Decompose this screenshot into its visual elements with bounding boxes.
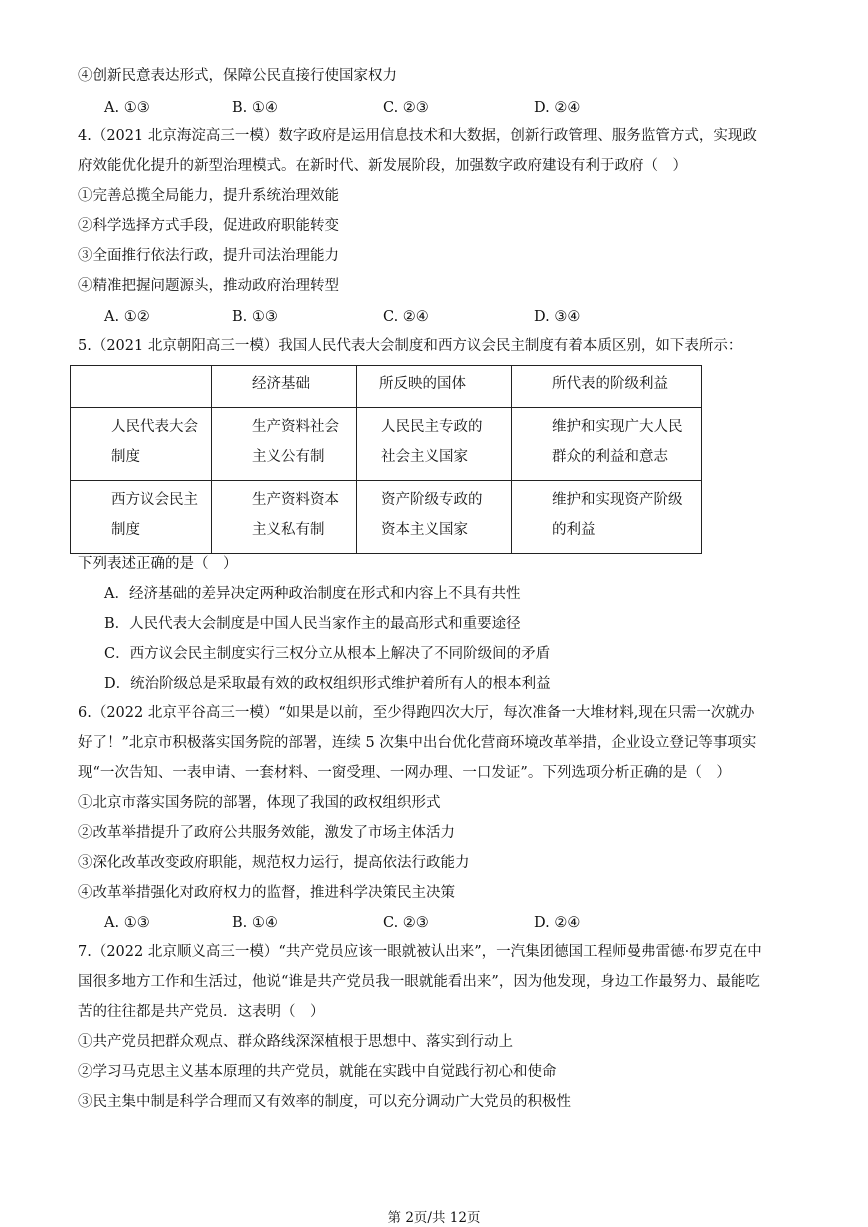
- table-header-cell: 所代表的阶级利益: [512, 366, 702, 408]
- q6-option-c: C. ②③: [383, 915, 429, 931]
- q5-option-c: C．西方议会民主制度实行三权分立从根本上解决了不同阶级间的矛盾: [104, 646, 551, 662]
- q4-item-1: ①完善总揽全局能力，提升系统治理效能: [78, 188, 339, 204]
- table-header-row: [71, 366, 702, 408]
- q3-option-b: B. ①④: [232, 100, 278, 116]
- table-cell: 生产资料资本 主义私有制: [212, 481, 357, 554]
- page-number-footer: 第 2页/共 12页: [387, 1210, 481, 1226]
- q6-option-a: A. ①③: [104, 915, 150, 931]
- q6-stem-line-1: 6.（2022 北京平谷高三一模）“如果是以前，至少得跑四次大厅，每次准备一大堆材料,现在只需一次就办: [78, 705, 755, 721]
- q4-item-2: ②科学选择方式手段，促进政府职能转变: [78, 218, 339, 234]
- q6-stem-line-2: 好了！”北京市积极落实国务院的部署，连续 5 次集中出台优化营商环境改革举措，企业设立登记等事项实: [78, 735, 757, 751]
- q6-item-4: ④改革举措强化对政府权力的监督，推进科学决策民主决策: [78, 885, 455, 901]
- table-row: [71, 408, 702, 481]
- comparison-table: [70, 365, 702, 554]
- table-header-cell: [71, 366, 212, 408]
- table-cell: 维护和实现广大人民 群众的利益和意志: [512, 408, 702, 481]
- q6-item-1: ①北京市落实国务院的部署，体现了我国的政权组织形式: [78, 795, 441, 811]
- q3-item-4: ④创新民意表达形式，保障公民直接行使国家权力: [78, 68, 397, 84]
- q3-option-a: A. ①③: [104, 100, 150, 116]
- q4-option-b: B. ①③: [232, 309, 278, 325]
- table-cell: 人民代表大会 制度: [71, 408, 212, 481]
- q7-item-1: ①共产党员把群众观点、群众路线深深植根于思想中、落实到行动上: [78, 1034, 513, 1050]
- q6-option-b: B. ①④: [232, 915, 278, 931]
- q4-stem-line-2: 府效能优化提升的新型治理模式。在新时代、新发展阶段，加强数字政府建设有利于政府（ ）: [78, 158, 687, 174]
- q5-question: 下列表述正确的是（ ）: [78, 556, 238, 572]
- q3-option-d: D. ②④: [534, 100, 581, 116]
- q7-stem-line-3: 苦的往往都是共产党员．这表明（ ）: [78, 1004, 325, 1020]
- q4-item-3: ③全面推行依法行政，提升司法治理能力: [78, 248, 339, 264]
- q7-item-2: ②学习马克思主义基本原理的共产党员，就能在实践中自觉践行初心和使命: [78, 1064, 557, 1080]
- table-cell: 维护和实现资产阶级 的利益: [512, 481, 702, 554]
- q4-option-a: A. ①②: [104, 309, 150, 325]
- q5-option-d: D．统治阶级总是采取最有效的政权组织形式维护着所有人的根本利益: [104, 676, 551, 692]
- table-cell: 西方议会民主 制度: [71, 481, 212, 554]
- q7-stem-line-2: 国很多地方工作和生活过，他说“谁是共产党员我一眼就能看出来”，因为他发现，身边工作最努力、最能吃: [78, 974, 760, 990]
- table-cell: 人民民主专政的 社会主义国家: [357, 408, 512, 481]
- table-header-cell: 所反映的国体: [357, 366, 512, 408]
- q6-option-d: D. ②④: [534, 915, 581, 931]
- q3-option-c: C. ②③: [383, 100, 429, 116]
- q7-stem-line-1: 7.（2022 北京顺义高三一模）“共产党员应该一眼就被认出来”，一汽集团德国工程师曼弗雷德·布罗克在中: [78, 944, 762, 960]
- table-header-cell: 经济基础: [212, 366, 357, 408]
- q6-stem-line-3: 现“一次告知、一表申请、一套材料、一窗受理、一网办理、一口发证”。下列选项分析正确的是（ ）: [78, 765, 731, 781]
- q6-item-3: ③深化改革改变政府职能，规范权力运行，提高依法行政能力: [78, 855, 470, 871]
- q5-stem: 5.（2021 北京朝阳高三一模）我国人民代表大会制度和西方议会民主制度有着本质区别，如下表所示：: [78, 338, 743, 354]
- q4-stem-line-1: 4.（2021 北京海淀高三一模）数字政府是运用信息技术和大数据，创新行政管理、服务监管方式，实现政: [78, 128, 757, 144]
- q4-item-4: ④精准把握问题源头，推动政府治理转型: [78, 278, 339, 294]
- q7-item-3: ③民主集中制是科学合理而又有效率的制度，可以充分调动广大党员的积极性: [78, 1094, 571, 1110]
- q4-option-c: C. ②④: [383, 309, 429, 325]
- q5-option-a: A．经济基础的差异决定两种政治制度在形式和内容上不具有共性: [104, 586, 521, 602]
- table-row: [71, 481, 702, 554]
- table-cell: 生产资料社会 主义公有制: [212, 408, 357, 481]
- table-cell: 资产阶级专政的 资本主义国家: [357, 481, 512, 554]
- q4-option-d: D. ③④: [534, 309, 581, 325]
- q6-item-2: ②改革举措提升了政府公共服务效能，激发了市场主体活力: [78, 825, 455, 841]
- q5-option-b: B．人民代表大会制度是中国人民当家作主的最高形式和重要途径: [104, 616, 521, 632]
